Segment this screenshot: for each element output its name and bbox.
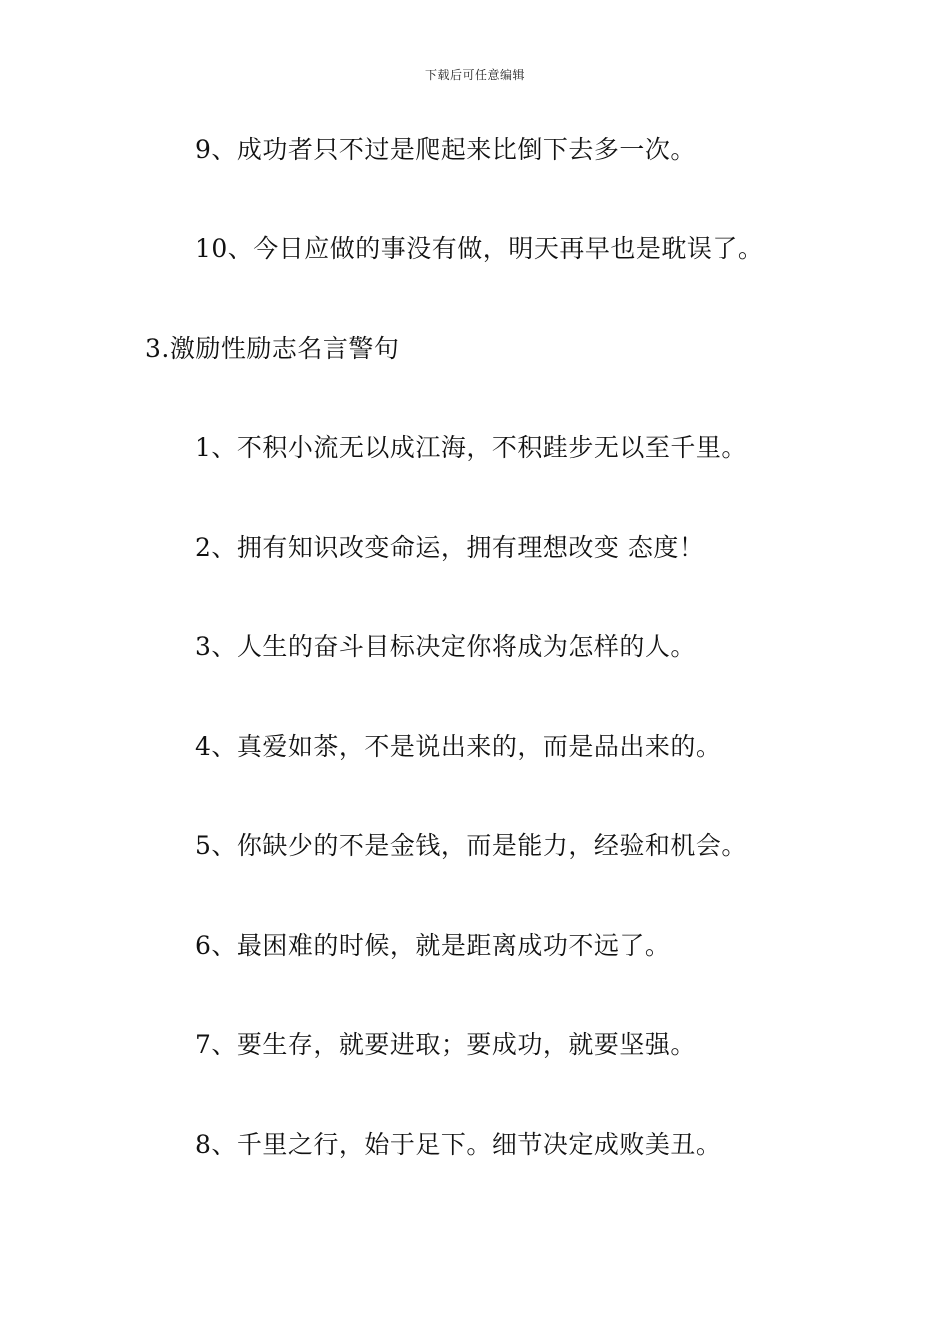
list-item: 6、最困难的时候，就是距离成功不远了。: [195, 931, 671, 960]
list-item: 2、拥有知识改变命运，拥有理想改变 态度！: [195, 533, 705, 562]
list-item: 8、千里之行，始于足下。细节决定成败美丑。: [195, 1130, 722, 1159]
list-item: 10、今日应做的事没有做，明天再早也是耽误了。: [195, 234, 764, 263]
list-item: 9、成功者只不过是爬起来比倒下去多一次。: [195, 135, 696, 164]
section-heading: 3.激励性励志名言警句: [145, 334, 400, 363]
list-item: 5、你缺少的不是金钱，而是能力，经验和机会。: [195, 831, 747, 860]
list-item: 4、真爱如茶，不是说出来的，而是品出来的。: [195, 732, 722, 761]
list-item: 3、人生的奋斗目标决定你将成为怎样的人。: [195, 632, 696, 661]
list-item: 1、不积小流无以成江海，不积跬步无以至千里。: [195, 433, 747, 462]
page-header: 下载后可任意编辑: [424, 68, 525, 82]
list-item: 7、要生存，就要进取；要成功，就要坚强。: [195, 1030, 696, 1059]
